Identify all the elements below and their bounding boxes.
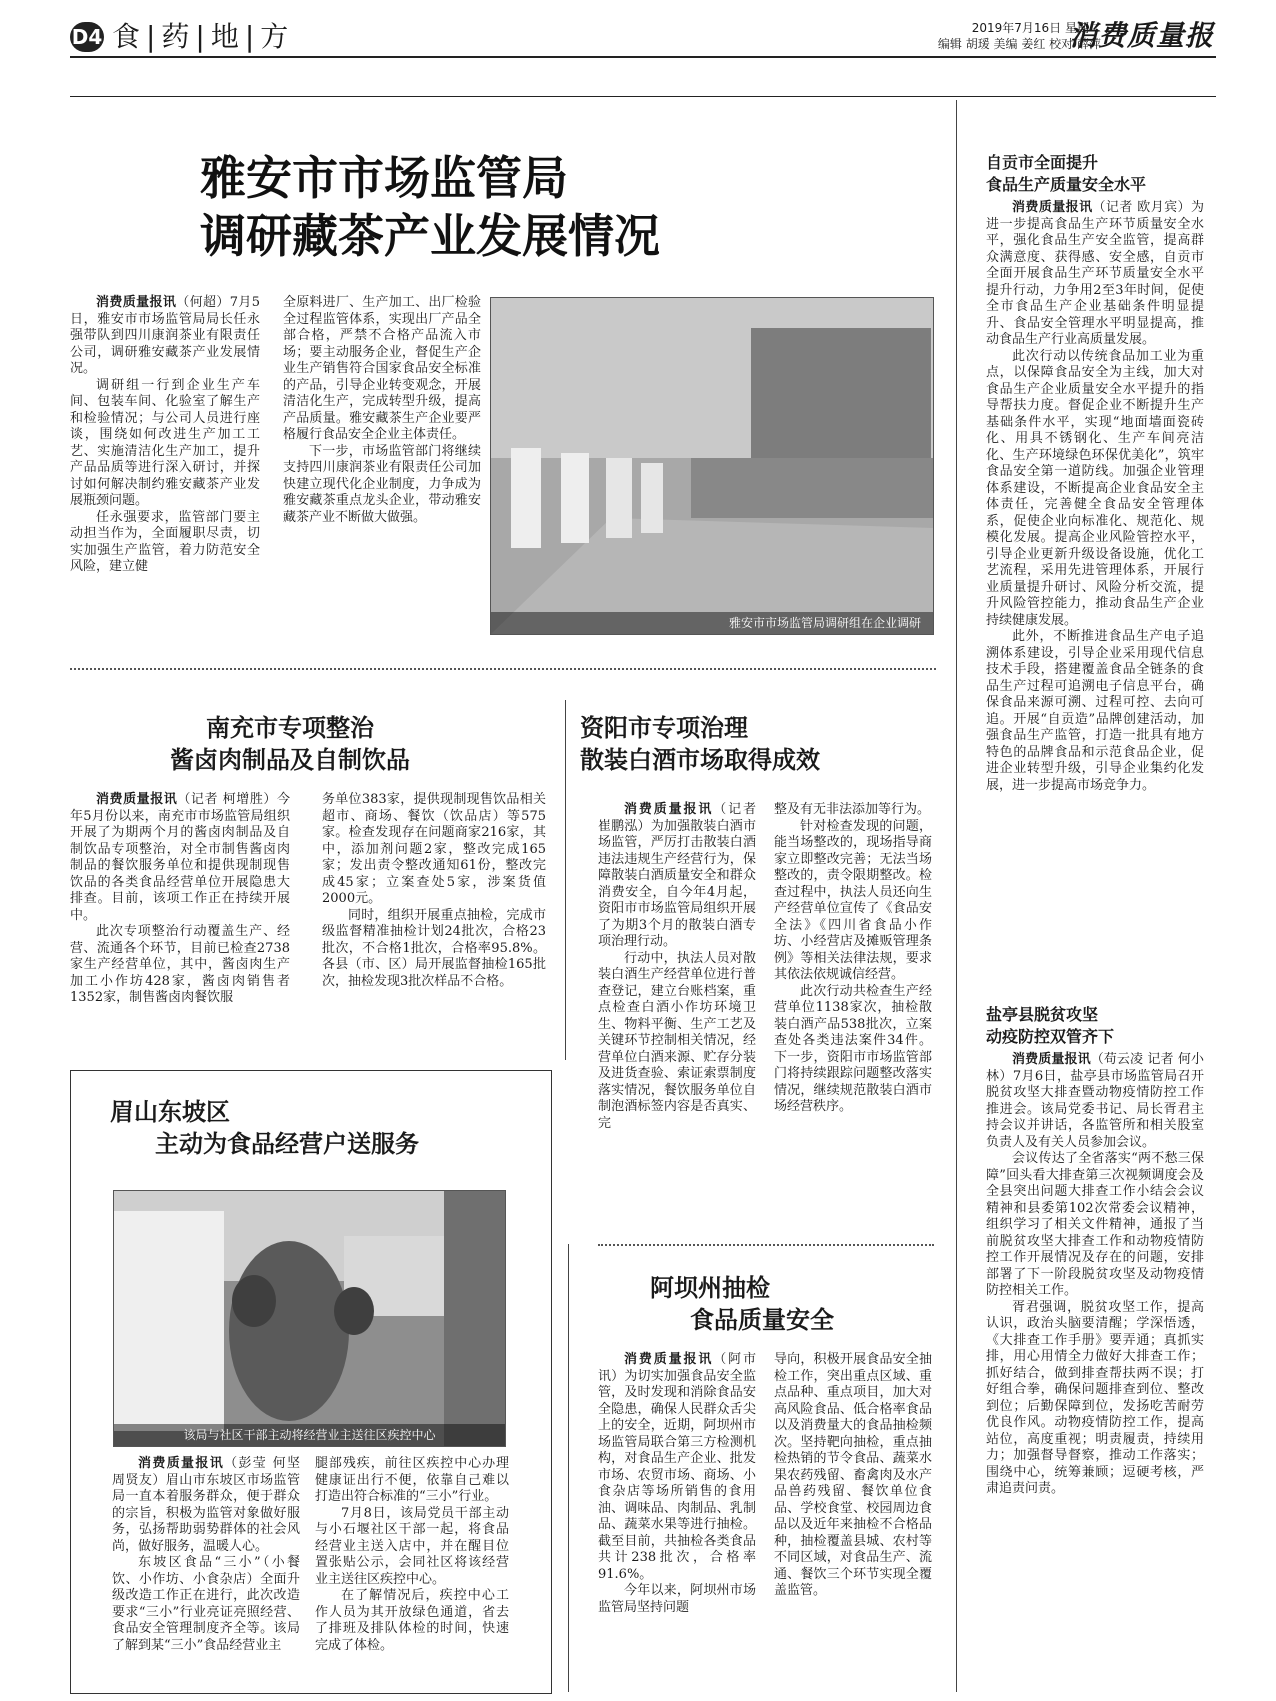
lead-photo-caption: 雅安市市场监管局调研组在企业调研	[491, 612, 933, 634]
ziyang-title-line1: 资阳市专项治理	[580, 714, 748, 742]
yanting-byline: 消费质量报讯	[1012, 1052, 1091, 1067]
factory-photo-placeholder	[491, 298, 933, 634]
aba-text-3: 导向，积极开展食品安全抽检工作，突出重点区域、重点品种、重点项目，加大对高风险食品、低合格率食品以及消费量大的食品抽检频次。坚持靶向抽检，重点抽检热销的节令食品、蔬菜水果农药残留、畜禽肉及水产品兽药残留、餐饮单位食品、学校食堂、校园周边食品以及近年来抽检不合格品种，抽检覆盖县城、农村等不同区域，对食品生产、流通、餐饮三个环节实现全覆盖监管。	[774, 1352, 932, 1598]
meishan-text-5: 在了解情况后，疾控中心工作人员为其开放绿色通道，省去了排班及排队体检的时间，快速完成了体检。	[315, 1588, 509, 1653]
issue-date: 2019年7月16日 星期二	[971, 21, 1101, 35]
nanchong-title-line2: 酱卤肉制品及自制饮品	[170, 746, 410, 774]
zigong-reporter: （记者 欧月宾）	[1092, 200, 1191, 215]
ziyang-text-5: 此次行动共检查生产经营单位1138家次，抽检散装白酒产品538批次，立案查处各类违法案件34件。下一步，资阳市市场监管部门将持续跟踪问题整改落实情况，继续规范散装白酒市场经营秩序。	[774, 983, 932, 1114]
page-number: D4	[70, 22, 104, 52]
nanchong-text-2: 此次专项整治行动覆盖生产、经营、流通各个环节，目前已检查2738家生产经营单位，其中，酱卤肉生产加工小作坊428家，酱卤肉销售者1352家，制售酱卤肉餐饮服	[70, 924, 290, 1005]
community-photo-placeholder	[114, 1191, 505, 1446]
ziyang-column-2	[774, 802, 932, 1116]
lead-text-2: 调研组一行到企业生产车间、包装车间、化验室了解生产和检验情况；与公司人员进行座谈，围绕如何改进生产加工工艺、实施清洁化生产加工，提升产品品质等进行深入研讨，并探讨如何解决制约雅安藏茶产业发展瓶颈问题。	[70, 377, 260, 508]
column-rule-mid-lower	[568, 1244, 569, 1692]
aba-byline: 消费质量报讯	[624, 1352, 714, 1367]
ziyang-byline: 消费质量报讯	[624, 802, 714, 817]
header-rule	[70, 56, 1216, 58]
zigong-text-2: 此次行动以传统食品加工业为重点，以保障食品安全为主线，加大对食品生产企业质量安全水平提升的指导帮扶力度。督促企业不断提升生产基础条件水平，实现“地面墙面瓷砖化、用具不锈钢化、生产车间亮洁化、生产环境绿色环保优美化”，筑牢食品安全第一道防线。加强企业管理体系建设，不断提高企业食品安全主体责任，完善健全食品安全管理体系，促使企业向标准化、规范化、规模化发展。提高企业风险管控水平，引导企业更新升级设备设施，优化工艺流程，采用先进管理体系，开展行业质量提升研讨、风险分析交流，提升风险管控能力，推动食品生产企业持续健康发展。	[986, 348, 1204, 628]
zigong-title-line2: 食品生产质量安全水平	[986, 175, 1147, 194]
lead-text-5: 下一步，市场监管部门将继续支持四川康润茶业有限责任公司加快建立现代化企业制度，力争成为雅安藏茶重点龙头企业，带动雅安藏茶产业不断做大做强。	[283, 443, 481, 525]
ziyang-title-line2: 散装白酒市场取得成效	[580, 746, 820, 774]
yanting-title-line2: 动疫防控双管齐下	[986, 1027, 1115, 1046]
ziyang-text-3: 整及有无非法添加等行为。	[774, 802, 931, 817]
lead-text-3: 任永强要求，监管部门要主动担当作为，全面履职尽责，切实加强生产监管，着力防范安全风险，建立健	[70, 509, 260, 574]
ziyang-column-1	[598, 802, 756, 1132]
section-name: 食|药|地|方	[112, 20, 295, 53]
nanchong-title-line1: 南充市专项整治	[206, 714, 374, 742]
lead-title-line1: 雅安市市场监管局	[200, 151, 568, 205]
ziyang-separator	[598, 1244, 934, 1246]
zigong-text-1: 为进一步提高食品生产环节质量安全水平，强化食品生产安全监管，提高群众满意度、获得感、安全感，自贡市全面开展食品生产环节质量安全水平提升行动，力争用2至3年时间，促使全市食品生产企业基础条件明显提升、食品安全管理水平明显提高，推动食品生产行业高质量发展。	[986, 200, 1204, 347]
yanting-text-2: 会议传达了全省落实“两不愁三保障”回头看大排查第三次视频调度会及全县突出问题大排查工作小结会会议精神和县委第102次常委会议精神，组织学习了相关文件精神，通报了当前脱贫攻坚大排查工作和动物疫情防控工作开展情况及存在的问题，安排部署了下一阶段脱贫攻坚及动物疫情防控相关工作。	[986, 1151, 1204, 1298]
meishan-text-4: 7月8日，该局党员干部主动与小石堰社区干部一起，将食品经营业主送入店中，并在醒目位置张贴公示，会同社区将该经营业主送往区疾控中心。	[315, 1505, 509, 1587]
nanchong-text-4: 同时，组织开展重点抽检，完成市级监督精准抽检计划24批次，合格23批次，不合格1批次，合格率95.8%。各县（市、区）局开展监督抽检165批次，抽检发现3批次样品不合格。	[322, 907, 546, 989]
meishan-reporter: （彭莹 何坚 周贤友）	[112, 1456, 300, 1488]
lead-photo	[490, 297, 934, 635]
lead-text-1: 7月5日，雅安市市场监管局局长任永强带队到四川康润茶业有限责任公司，调研雅安藏茶产业发展情况。	[70, 295, 260, 376]
meishan-photo-caption: 该局与社区干部主动将经营业主送往区疾控中心	[114, 1424, 505, 1446]
meishan-photo	[113, 1190, 506, 1447]
meishan-column-1	[112, 1456, 300, 1654]
nanchong-text-1: 今年5月份以来，南充市市场监管局组织开展了为期两个月的酱卤肉制品及自制饮品专项整治，对全市制售酱卤肉制品的餐饮服务单位和提供现制现售饮品的各类食品经营单位开展隐患大排查。目前，该项工作正在持续开展中。	[70, 792, 290, 923]
meishan-title-line1: 眉山东坡区	[110, 1098, 230, 1126]
meishan-byline: 消费质量报讯	[138, 1456, 225, 1471]
meishan-text-1: 眉山市东坡区市场监管局一直本着服务群众，便于群众的宗旨，积极为监管对象做好服务，弘扬帮助弱势群体的社会风尚，做好服务，温暖人心。	[112, 1472, 300, 1554]
nanchong-reporter: （记者 柯增胜）	[177, 792, 277, 807]
meishan-text-2: 东坡区食品“三小”（小餐饮、小作坊、小食杂店）全面升级改造工作正在进行，此次改造要求“三小”行业亮证亮照经营、食品安全管理制度齐全等。该局了解到某“三小”食品经营业主	[112, 1555, 300, 1653]
lead-column-2	[283, 295, 481, 526]
yanting-title-line1: 盐亭县脱贫攻坚	[986, 1005, 1099, 1024]
column-rule-right	[956, 100, 957, 1692]
aba-reporter: （阿市讯）	[598, 1352, 756, 1384]
aba-title-line1: 阿坝州抽检	[650, 1274, 770, 1302]
lead-column-1	[70, 295, 260, 576]
zigong-text-3: 此外，不断推进食品生产电子追溯体系建设，引导企业采用现代信息技术手段，搭建覆盖食品全链条的食品生产过程可追溯电子信息平台，确保食品来源可溯、过程可控、去向可追。开展“自贡造”品牌创建活动，加强食品生产监管，打造一批具有地方特色的品牌食品和示范食品企业，促进企业转型升级，引导企业集约化发展，进一步提高市场竞争力。	[986, 629, 1204, 793]
nanchong-byline: 消费质量报讯	[96, 792, 178, 807]
yanting-text-1: 7月6日，盐亭县市场监管局召开脱贫攻坚大排查暨动物疫情防控工作推进会。该局党委书记、局长胥君主持会议并讲话，各监管所和相关股室负责人及有关人员参加会议。	[986, 1068, 1204, 1150]
aba-text-1: 为切实加强食品安全监管，及时发现和消除食品安全隐患，确保人民群众舌尖上的安全，近期，阿坝州市场监管局联合第三方检测机构，对食品生产企业、批发市场、农贸市场、商场、小食杂店等场所销售的食用油、调味品、肉制品、乳制品、蔬菜水果等进行抽检。截至目前，共抽检各类食品共计238批次，合格率91.6%。	[598, 1368, 756, 1582]
lead-byline: 消费质量报讯	[96, 295, 177, 310]
ziyang-reporter: （记者 崔鹏泓）	[598, 802, 756, 834]
ziyang-text-4: 针对检查发现的问题，能当场整改的，现场指导商家立即整改完善；无法当场整改的，责令限期整改。检查过程中，执法人员还向生产经营单位宣传了《食品安全法》《四川省食品小作坊、小经营店及摊贩管理条例》等相关法律法规，要求其依法依规诚信经营。	[774, 818, 932, 982]
nanchong-text-3: 务单位383家，提供现制现售饮品相关超市、商场、餐饮（饮品店）等575家。检查发现存在问题商家216家，其中，添加剂问题2家，整改完成165家；发出责令整改通知61份，整改完成45家；立案查处5家，涉案货值2000元。	[322, 792, 546, 906]
yanting-text-3: 胥君强调，脱贫攻坚工作，提高认识，政治头脑要清醒；学深悟透，《大排查工作手册》要弄通；真抓实排，用心用情全力做好大排查工作；抓好结合，做到排查帮扶两不误；打好组合拳，确保问题排查到位、整改到位；后勤保障到位，发扬吃苦耐劳优良作风。动物疫情防控工作，提高站位，高度重视；明责履责，持续用力；加强督导督察，推动工作落实；围绕中心，统筹兼顾；逗硬考核，严肃追责问责。	[986, 1299, 1204, 1496]
ziyang-text-2: 行动中，执法人员对散装白酒生产经营单位进行普查登记，建立台账档案，重点检查白酒小作坊环境卫生、物料平衡、生产工艺及关键环节控制相关情况，经营单位白酒来源、贮存分装及进货查验、索证索票制度落实情况，餐饮服务单位自制泡酒标签内容是否真实、完	[598, 950, 756, 1131]
zigong-body	[986, 200, 1204, 794]
lead-separator	[70, 668, 936, 670]
zigong-title-line1: 自贡市全面提升	[986, 153, 1099, 172]
aba-column-1	[598, 1352, 756, 1616]
nanchong-column-1	[70, 792, 290, 1007]
newspaper-brand: 消费质量报	[1068, 19, 1214, 52]
aba-column-2	[774, 1352, 932, 1600]
column-rule-mid	[565, 700, 566, 1060]
lead-text-4: 全原料进厂、生产加工、出厂检验全过程监管体系，实现出厂产品全部合格，严禁不合格产品流入市场；要主动服务企业，督促生产企业生产销售符合国家食品安全标准的产品，引导企业转变观念，开展清洁化生产，完成转型升级，提高产品质量。雅安藏茶生产企业要严格履行食品安全企业主体责任。	[283, 295, 481, 442]
yanting-body	[986, 1052, 1204, 1498]
editor-credits: 编辑 胡瑗 美编 姜红 校对 薛萍	[937, 37, 1101, 51]
meishan-column-2	[315, 1456, 509, 1654]
header-rule-lower	[70, 96, 1216, 97]
meishan-text-3: 腿部残疾，前往区疾控中心办理健康证出行不便，依靠自己难以打造出符合标准的“三小”行业。	[315, 1456, 509, 1504]
lead-title-line2: 调研藏茶产业发展情况	[200, 209, 660, 263]
ziyang-text-1: 为加强散装白酒市场监管，严厉打击散装白酒违法违规生产经营行为，保障散装白酒质量安全和群众消费安全，自今年4月起，资阳市市场监管局组织开展了为期3个月的散装白酒专项治理行动。	[598, 818, 756, 949]
zigong-byline: 消费质量报讯	[1012, 200, 1093, 215]
lead-reporter: （何超）	[176, 295, 230, 310]
nanchong-column-2	[322, 792, 546, 990]
aba-title-line2: 食品质量安全	[690, 1306, 834, 1334]
aba-text-2: 今年以来，阿坝州市场监管局坚持问题	[598, 1583, 756, 1615]
meishan-title-line2: 主动为食品经营户送服务	[155, 1130, 419, 1158]
yanting-reporter: （苟云凌 记者 何小林）	[986, 1052, 1204, 1084]
